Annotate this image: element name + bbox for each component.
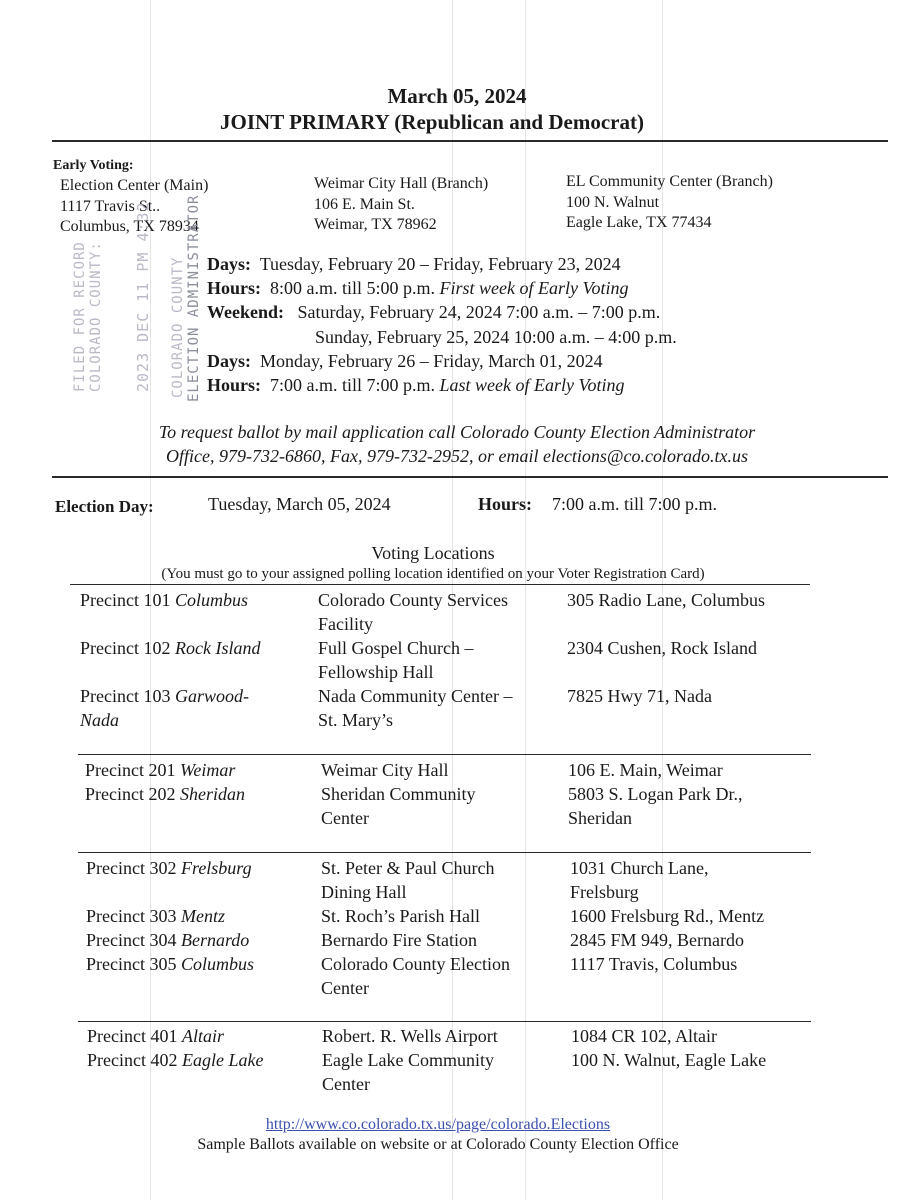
precinct-number: Precinct 303 <box>86 906 177 926</box>
polling-place: Nada Community Center – <box>318 686 513 706</box>
address-cell <box>570 952 737 976</box>
table-group-divider <box>78 852 811 853</box>
polling-place-cell <box>321 782 476 830</box>
table-group-divider <box>78 1021 811 1022</box>
polling-place-cell <box>321 856 495 904</box>
polling-place-cont: Center <box>322 1074 370 1094</box>
filing-stamp-line: COLORADO COUNTY <box>170 256 186 398</box>
polling-place: Eagle Lake Community <box>322 1050 494 1070</box>
precinct-area: Altair <box>181 1026 224 1046</box>
polling-place: Bernardo Fire Station <box>321 930 477 950</box>
precinct-number: Precinct 101 <box>80 590 171 610</box>
schedule-row <box>207 276 677 300</box>
precinct-number: Precinct 302 <box>86 858 177 878</box>
precinct-area: Eagle Lake <box>181 1050 264 1070</box>
voting-locations-subtitle: (You must go to your assigned polling location identified on your Voter Registration Card) <box>161 566 705 582</box>
schedule-row <box>207 300 677 324</box>
precinct-number: Precinct 402 <box>87 1050 178 1070</box>
polling-place: Colorado County Services <box>318 590 508 610</box>
precinct-area: Weimar <box>179 760 236 780</box>
address-cell <box>568 782 743 830</box>
table-group-divider <box>78 754 811 755</box>
precinct-cell <box>86 952 254 976</box>
filing-stamp-date: 2023 DEC 11 PM 4:32 <box>134 201 152 392</box>
schedule-label: Hours: <box>207 278 261 299</box>
location-street: 100 N. Walnut <box>566 193 660 211</box>
schedule-label: Hours: <box>207 375 261 396</box>
location-street: 106 E. Main St. <box>314 195 415 213</box>
precinct-cell <box>86 928 249 952</box>
address-cell <box>567 636 757 660</box>
polling-place-cell <box>318 636 474 684</box>
precinct-cell <box>80 684 249 732</box>
schedule-text: Monday, February 26 – Friday, March 01, 2024 <box>260 350 603 371</box>
filing-stamp-line: ELECTION ADMINISTRATOR <box>186 194 202 402</box>
early-voting-schedule <box>207 252 677 397</box>
document-date: March 05, 2024 <box>387 84 527 108</box>
location-name: Election Center (Main) <box>60 177 209 194</box>
location-name: EL Community Center (Branch) <box>566 173 773 190</box>
polling-place: Sheridan Community <box>321 784 476 804</box>
polling-place: Weimar City Hall <box>321 760 449 780</box>
polling-place: Robert. R. Wells Airport <box>322 1026 498 1046</box>
precinct-cell <box>87 1048 263 1072</box>
polling-address: 7825 Hwy 71, Nada <box>567 686 712 706</box>
schedule-label: Days: <box>207 350 251 371</box>
schedule-note: First week of Early Voting <box>439 278 629 299</box>
schedule-text: 7:00 a.m. till 7:00 p.m. <box>270 375 435 396</box>
polling-address: 1600 Frelsburg Rd., Mentz <box>570 906 765 926</box>
address-cell <box>570 856 708 904</box>
location-city: Weimar, TX 78962 <box>314 216 437 233</box>
polling-place-cont: St. Mary’s <box>318 710 394 730</box>
polling-place: St. Roch’s Parish Hall <box>321 906 481 926</box>
address-cell <box>570 928 744 952</box>
precinct-cell <box>85 758 235 782</box>
precinct-area: Columbus <box>174 590 248 610</box>
polling-address-cont: Sheridan <box>568 808 632 828</box>
precinct-number: Precinct 401 <box>87 1026 178 1046</box>
polling-address: 305 Radio Lane, Columbus <box>567 590 765 610</box>
polling-address: 1117 Travis, Columbus <box>570 954 738 974</box>
precinct-cell <box>87 1024 224 1048</box>
polling-place-cell <box>318 588 508 636</box>
precinct-cell <box>86 856 252 880</box>
document-title: JOINT PRIMARY (Republican and Democrat) <box>220 110 644 134</box>
precinct-number: Precinct 202 <box>85 784 176 804</box>
mail-request-line: Office, 979-732-6860, Fax, 979-732-2952, or email elections@co.colorado.tx.us <box>166 446 748 466</box>
address-cell <box>571 1048 766 1072</box>
precinct-area: Mentz <box>180 906 225 926</box>
precinct-number: Precinct 103 <box>80 686 171 706</box>
polling-place-cont: Center <box>321 978 369 998</box>
polling-place: Colorado County Election <box>321 954 510 974</box>
address-cell <box>567 588 765 612</box>
schedule-label: Days: <box>207 254 251 274</box>
filing-stamp-line: FILED FOR RECORD <box>72 241 88 392</box>
schedule-row <box>207 349 677 373</box>
precinct-area: Bernardo <box>180 930 250 950</box>
polling-place-cell <box>322 1048 494 1096</box>
address-cell <box>567 684 712 708</box>
schedule-text: Saturday, February 24, 2024 7:00 a.m. – 7:00 p.m. <box>297 302 661 323</box>
early-voting-location-weimar <box>314 174 488 236</box>
precinct-area-cont: Nada <box>80 710 120 730</box>
schedule-note: Last week of Early Voting <box>439 375 625 396</box>
polling-address: 1084 CR 102, Altair <box>571 1026 718 1046</box>
elections-website-link[interactable]: http://www.co.colorado.tx.us/page/colorado.Elections <box>265 1116 611 1133</box>
header-divider <box>52 140 888 142</box>
polling-place-cell <box>322 1024 498 1048</box>
precinct-number: Precinct 304 <box>86 930 177 950</box>
schedule-row <box>207 373 677 397</box>
schedule-row <box>207 252 677 276</box>
early-voting-label: Early Voting: <box>53 158 134 173</box>
polling-place-cell <box>321 928 477 952</box>
early-voting-location-eagle-lake <box>566 172 773 234</box>
precinct-cell <box>86 904 225 928</box>
mail-request-line: To request ballot by mail application call Colorado County Election Administrator <box>158 422 756 442</box>
election-day-hours-label: Hours: <box>478 494 532 514</box>
schedule-text: 8:00 a.m. till 5:00 p.m. <box>270 278 435 299</box>
location-city: Eagle Lake, TX 77434 <box>566 214 712 231</box>
polling-address: 100 N. Walnut, Eagle Lake <box>571 1050 767 1070</box>
schedule-text: Tuesday, February 20 – Friday, February 23, 2024 <box>259 254 621 274</box>
polling-place-cell <box>318 684 512 732</box>
election-day-label: Election Day: <box>55 497 154 516</box>
precinct-cell <box>80 636 260 660</box>
precinct-number: Precinct 102 <box>80 638 171 658</box>
address-cell <box>571 1024 717 1048</box>
table-divider <box>70 584 810 585</box>
precinct-area: Columbus <box>180 954 254 974</box>
precinct-number: Precinct 201 <box>85 760 176 780</box>
scan-streak <box>525 0 526 1200</box>
schedule-text: Sunday, February 25, 2024 10:00 a.m. – 4:00 p.m. <box>315 326 677 347</box>
location-name: Weimar City Hall (Branch) <box>314 175 489 192</box>
section-divider <box>52 476 888 478</box>
polling-place-cont: Dining Hall <box>321 882 407 902</box>
precinct-cell <box>85 782 245 806</box>
polling-place: Full Gospel Church – <box>318 638 474 658</box>
sample-ballots-note: Sample Ballots available on website or at Colorado County Election Office <box>197 1136 679 1153</box>
polling-address: 2845 FM 949, Bernardo <box>570 930 744 950</box>
location-street: 1117 Travis St.. <box>60 197 161 215</box>
precinct-number: Precinct 305 <box>86 954 177 974</box>
schedule-row <box>207 325 677 349</box>
filing-stamp-line: COLORADO COUNTY: <box>88 241 104 392</box>
address-cell <box>568 758 723 782</box>
polling-place-cell <box>321 952 510 1000</box>
precinct-area: Rock Island <box>174 638 261 658</box>
polling-place-cont: Facility <box>318 614 373 634</box>
precinct-area: Sheridan <box>179 784 245 804</box>
address-cell <box>570 904 764 928</box>
polling-address-cont: Frelsburg <box>570 882 639 902</box>
polling-place-cont: Center <box>321 808 369 828</box>
mail-ballot-request <box>0 420 914 468</box>
precinct-area: Frelsburg <box>180 858 252 878</box>
precinct-cell <box>80 588 248 612</box>
polling-place-cell <box>321 904 480 928</box>
election-day-date: Tuesday, March 05, 2024 <box>208 494 391 514</box>
polling-address: 5803 S. Logan Park Dr., <box>568 784 743 804</box>
precinct-area: Garwood- <box>174 686 249 706</box>
polling-place-cont: Fellowship Hall <box>318 662 434 682</box>
polling-place: St. Peter & Paul Church <box>321 858 495 878</box>
schedule-label: Weekend: <box>207 302 285 323</box>
polling-place-cell <box>321 758 449 782</box>
location-city: Columbus, TX 78934 <box>60 218 199 235</box>
polling-address: 1031 Church Lane, <box>570 858 709 878</box>
polling-address: 2304 Cushen, Rock Island <box>567 638 757 658</box>
polling-address: 106 E. Main, Weimar <box>568 760 723 780</box>
voting-locations-title: Voting Locations <box>371 543 495 563</box>
election-day-hours: 7:00 a.m. till 7:00 p.m. <box>552 494 717 514</box>
